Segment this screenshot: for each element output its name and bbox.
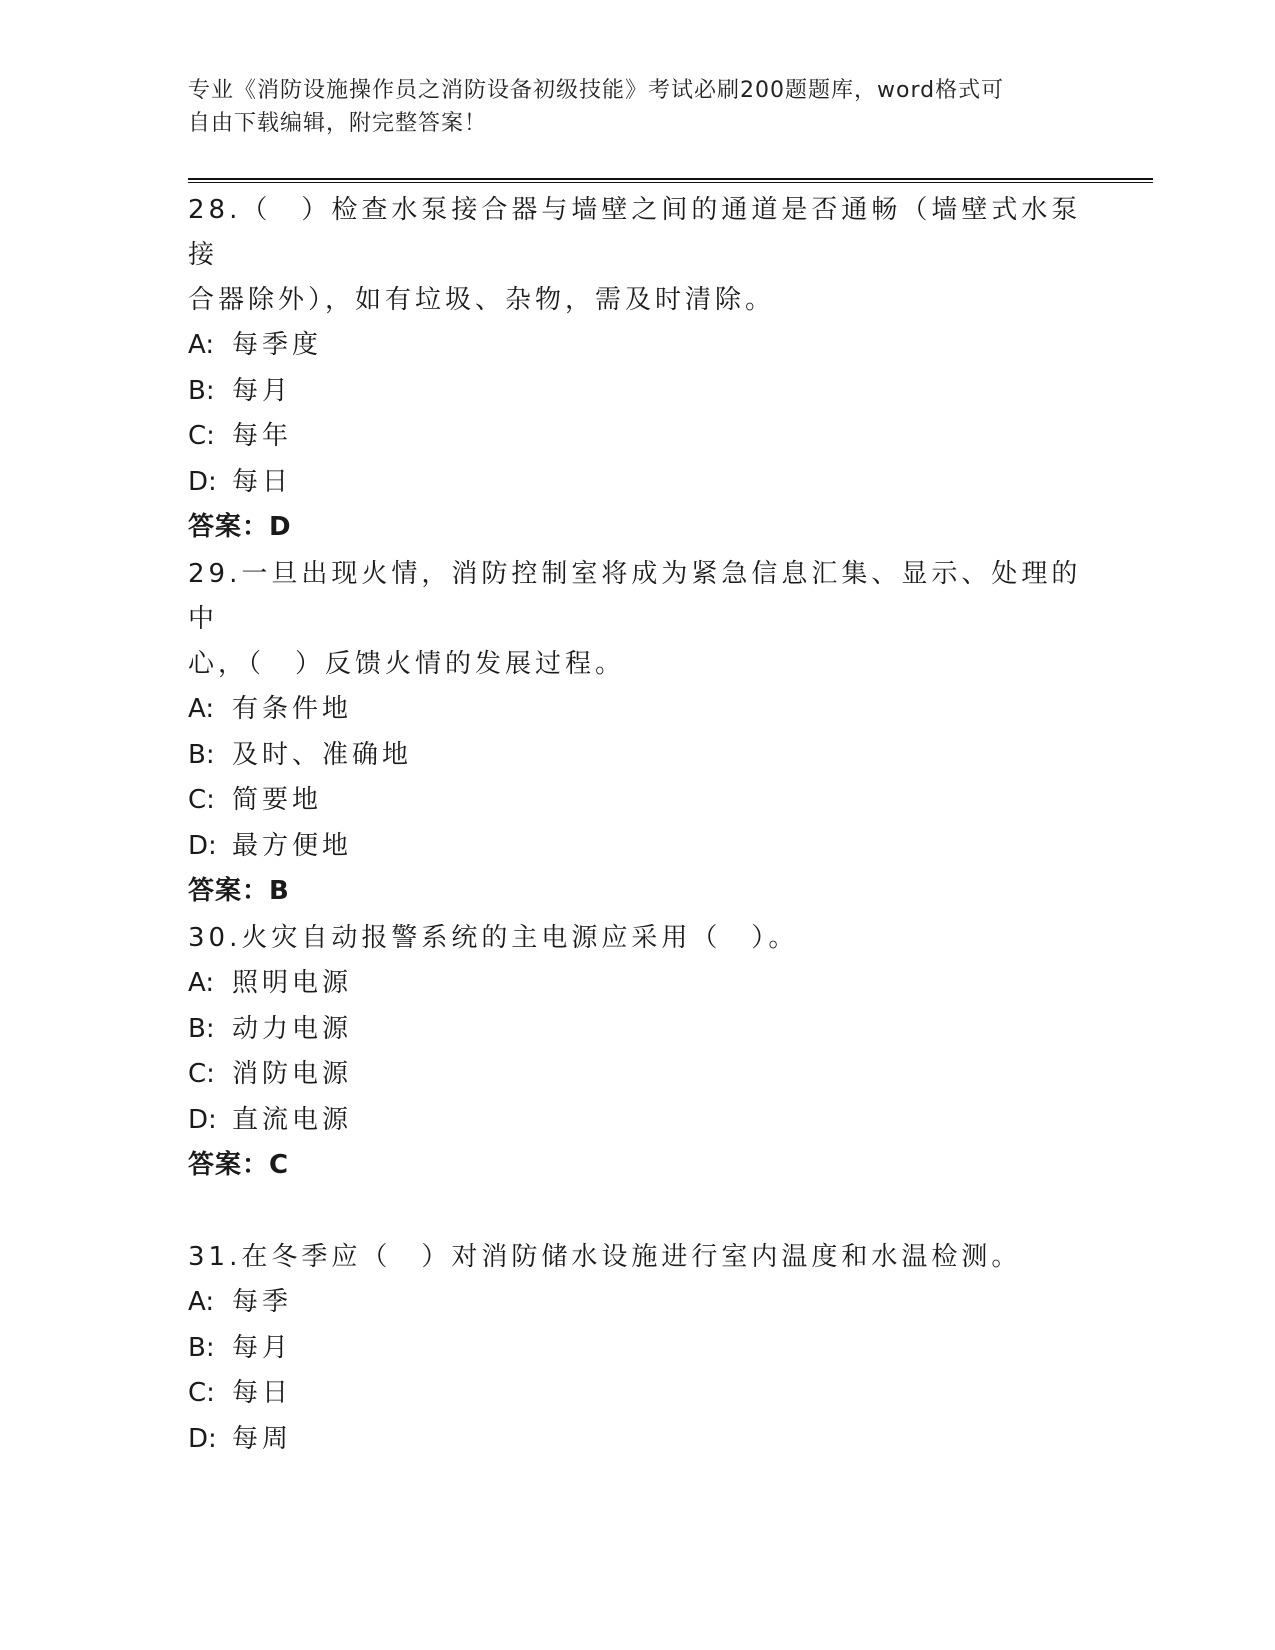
- document-header: [188, 74, 1068, 140]
- option-text: 每日: [232, 466, 293, 497]
- option-text: 有条件地: [232, 694, 353, 724]
- option-letter: B:: [188, 1013, 215, 1044]
- option-a: [188, 323, 1088, 369]
- option-text: 每周: [232, 1423, 293, 1454]
- question-stem-line: 28.（ ）检查水泵接合器与墙壁之间的通道是否通畅（墙壁式水泵接: [188, 195, 1082, 270]
- option-text: 最方便地: [232, 830, 353, 861]
- option-letter: D:: [188, 466, 217, 497]
- question-stem-line: 合器除外），如有垃圾、杂物，需及时清除。: [188, 285, 776, 315]
- option-b: [188, 369, 1088, 415]
- option-d: [188, 1417, 1088, 1463]
- option-letter: B:: [188, 375, 215, 406]
- option-letter: A:: [188, 968, 215, 998]
- option-letter: A:: [188, 1287, 215, 1317]
- question-30: [188, 916, 1088, 1188]
- question-stem-line: 31.在冬季应（ ）对消防储水设施进行室内温度和水温检测。: [188, 1242, 1022, 1272]
- header-divider: [188, 178, 1153, 183]
- option-d: [188, 824, 1088, 870]
- option-a: [188, 961, 1088, 1007]
- option-letter: C:: [188, 421, 215, 451]
- option-b: [188, 1007, 1088, 1053]
- option-text: 直流电源: [232, 1104, 353, 1135]
- option-letter: C:: [188, 785, 215, 815]
- option-c: [188, 1371, 1088, 1417]
- question-stem-line: 30.火灾自动报警系统的主电源应采用（ ）。: [188, 923, 799, 953]
- option-c: [188, 778, 1088, 824]
- option-a: [188, 1280, 1088, 1326]
- option-letter: A:: [188, 694, 215, 724]
- option-text: 照明电源: [232, 968, 353, 998]
- answer-line: 答案：B: [188, 876, 290, 906]
- question-28: [188, 188, 1088, 550]
- header-line-2: 自由下载编辑，附完整答案！: [188, 111, 488, 136]
- option-b: [188, 1326, 1088, 1372]
- option-c: [188, 414, 1088, 460]
- option-text: 动力电源: [232, 1013, 353, 1044]
- option-text: 每月: [232, 375, 293, 406]
- option-b: [188, 733, 1088, 779]
- answer-line: 答案：D: [188, 512, 292, 542]
- option-text: 及时、准确地: [232, 739, 413, 770]
- option-text: 简要地: [232, 785, 323, 815]
- option-text: 每月: [232, 1332, 293, 1363]
- question-stem-line: 29.一旦出现火情，消防控制室将成为紧急信息汇集、显示、处理的中: [188, 559, 1082, 634]
- option-letter: D:: [188, 1104, 217, 1135]
- option-a: [188, 687, 1088, 733]
- option-text: 每季度: [232, 330, 323, 360]
- question-29: [188, 552, 1088, 914]
- option-letter: D:: [188, 1423, 217, 1454]
- option-text: 每年: [232, 421, 293, 451]
- question-stem-line: 心，（ ）反馈火情的发展过程。: [188, 649, 626, 679]
- option-text: 每日: [232, 1378, 293, 1408]
- option-d: [188, 460, 1088, 506]
- option-letter: C:: [188, 1059, 215, 1089]
- option-letter: D:: [188, 830, 217, 861]
- option-c: [188, 1052, 1088, 1098]
- question-31: [188, 1235, 1088, 1462]
- option-letter: B:: [188, 1332, 215, 1363]
- answer-line: 答案：C: [188, 1150, 290, 1180]
- option-text: 每季: [232, 1287, 293, 1317]
- header-line-1: 专业《消防设施操作员之消防设备初级技能》考试必刷200题题库，word格式可: [188, 78, 1005, 103]
- option-d: [188, 1098, 1088, 1144]
- option-letter: A:: [188, 330, 215, 360]
- option-letter: B:: [188, 739, 215, 770]
- option-letter: C:: [188, 1378, 215, 1408]
- option-text: 消防电源: [232, 1059, 353, 1089]
